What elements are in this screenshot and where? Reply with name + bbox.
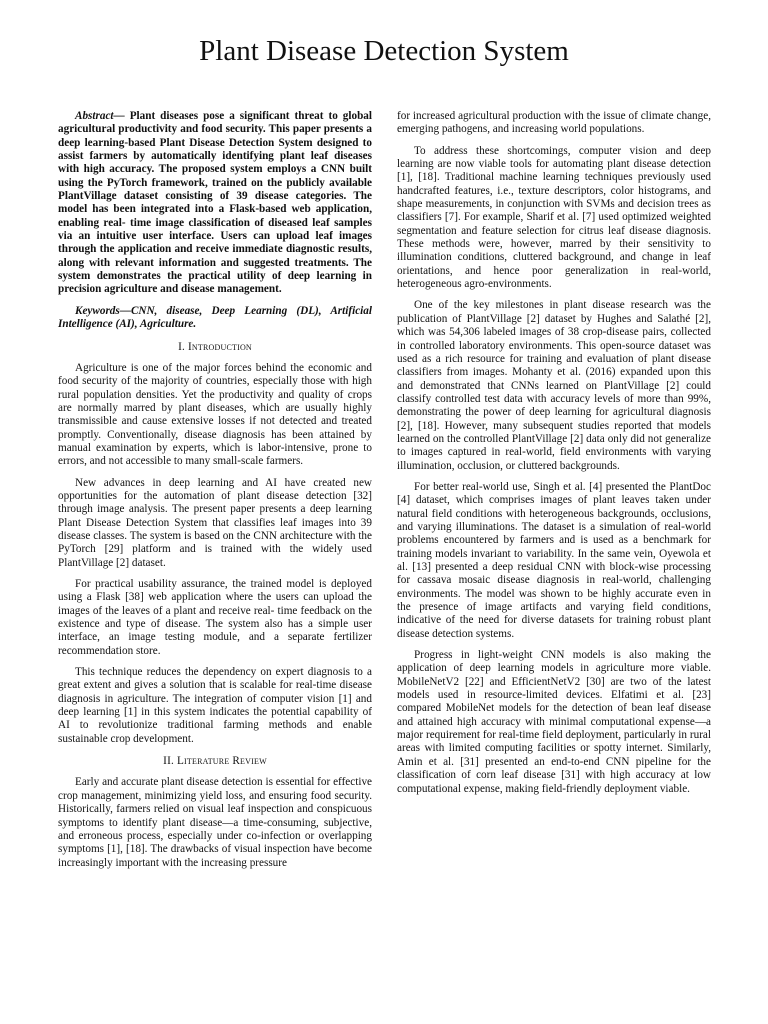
abstract [58, 110, 372, 297]
section-heading-introduction: I. Introduction [178, 340, 252, 353]
literature-paragraph: Progress in light-weight CNN models is also making the application of deep learning models in agriculture more viable. MobileNetV2 [22] and EfficientNetV2 [30] are two of the latest models used in resource-limited devices. Elfatimi et al. [23] compared MobileNet models for the detection of bean leaf disease and attained high accuracy with minimal computational expense—a major requirement for real-time field deployment, particularly in rural areas with limited computing facilities or spotty internet. Similarly, Amin et al. [31] presented an end-to-end CNN pipeline for the classification of corn leaf disease [31] with high accuracy at low computational expense, making field-friendly deployment viable. [397, 649, 711, 795]
keywords-body: CNN, disease, Deep Learning (DL), Artificial Intelligence (AI), Agriculture. [58, 304, 372, 331]
literature-paragraph: One of the key milestones in plant disease research was the publication of PlantVillage [2] dataset by Hughes and Salathé [2], which was 54,306 labeled images of 38 crop-disease pairs, collected in controlled laboratory environments. This open-source dataset was used as a rich resource for training and evaluation of plant disease classifiers from images. Mohanty et al. (2016) expanded upon this and demonstrated that CNNs learned on PlantVillage [2] could classify controlled test data with accuracy levels of more than 99%, demonstrating the power of deep learning for agricultural diagnosis [2], [18]. However, many subsequent studies reported that models learned on the controlled PlantVillage [2] data only did not generalize to images captured in real-world, field environments with varying illumination, occlusion, or cluttered backgrounds. [397, 299, 711, 472]
paper-title: Plant Disease Detection System [199, 35, 569, 67]
literature-paragraph: Early and accurate plant disease detection is essential for effective crop management, minimizing yield loss, and ensuring food security. Historically, farmers relied on visual leaf inspection and conspicuous symptoms to identify plant disease—a time-consuming, subjective, and erroneous process, especially under co-infection or overlapping symptoms [1], [18]. The drawbacks of visual inspection have become increasingly important with the increasing pressure [58, 776, 372, 869]
intro-paragraph: For practical usability assurance, the trained model is deployed using a Flask [38] web application where the users can upload the images of the leaves of a plant and receive real- time feedback on the existence and type of disease. The system also has a simple user interface, an image testing module, and a separate fertilizer recommendation store. [58, 578, 372, 657]
literature-paragraph: To address these shortcomings, computer vision and deep learning are now viable tools for automating plant disease detection [1], [18]. Traditional machine learning techniques previously used handcrafted features, i.e., texture descriptors, color histograms, and shape measurements, in conjunction with SVMs and decision trees as classifiers [7]. For example, Sharif et al. [7] used optimized weighted segmentation and feature selection for citrus leaf disease diagnosis. These methods were, however, marred by their sensitivity to illumination conditions, cluttered background, and change in leaf orientations, and hence poor generalization in real-world, heterogeneous agro-environments. [397, 144, 711, 291]
literature-continuation: for increased agricultural production with the issue of climate change, emerging pathogens, and increasing world populations. [397, 110, 711, 136]
abstract-lead: Abstract— [75, 110, 125, 122]
keywords [58, 305, 372, 332]
literature-paragraph: For better real-world use, Singh et al. [4] presented the PlantDoc [4] dataset, which comprises images of plant leaves taken under natural field conditions with heterogeneous backgrounds, occlusions, and varying illuminations. The dataset is a simulation of real-world problems encountered by farmers and is used as a benchmark for training models invariant to variability. In the same vein, Oyewola et al. [13] presented a deep residual CNN with block-wise processing for cassava mosaic disease diagnosis in real-world, challenging environments. The model was shown to be highly accurate even in the presence of image artifacts and varying field conditions, indicative of the need for diverse datasets for training robust plant disease detection systems. [397, 480, 711, 640]
intro-paragraph: This technique reduces the dependency on expert diagnosis to a great extent and gives a solution that is scalable for real-time disease diagnosis in agriculture. The integration of computer vision [1] and deep learning [1] in this system indicates the potential capability of AI to revolutionize traditional farming methods and enable sustainable crop development. [58, 666, 372, 745]
left-column [58, 110, 372, 878]
intro-paragraph: Agriculture is one of the major forces behind the economic and food security of the majority of countries, especially those with high rural population densities. Yet the productivity and quality of crops are normally marred by plant diseases, which are usually highly transmissible and cause extensive losses if not detected and treated promptly. Conventionally, disease diagnosis has been attained by manual examination by experts, which is labor-intensive, prone to errors, and not accessible to many small-scale farmers. [58, 361, 372, 468]
intro-paragraph: New advances in deep learning and AI have created new opportunities for the automation of plant disease detection [32] through image analysis. The present paper presents a deep learning Plant Disease Detection System that classifies leaf images into 39 disease classes. The system is based on the CNN architecture with the PyTorch [29] platform and is trained with the widely used PlantVillage [2] dataset. [58, 476, 372, 569]
abstract-body: Plant diseases pose a significant threat to global agricultural productivity and food security. This paper presents a deep learning-based Plant Disease Detection System designed to assist farmers by automatically identifying plant leaf diseases with high accuracy. The proposed system employs a CNN built using the PyTorch framework, trained on the publicly available PlantVillage dataset consisting of 39 disease categories. The model has been integrated into a Flask-based web application, enabling real- time image classification of diseased leaf samples via an intuitive user interface. Users can upload leaf images through the application and receive immediate diagnostic results, along with relevant information and suggested treatments. The system demonstrates the practical utility of deep learning in precision agriculture and disease management. [58, 110, 372, 296]
keywords-lead: Keywords— [75, 304, 131, 317]
right-column [397, 110, 711, 804]
section-heading-literature-review: II. Literature Review [163, 755, 267, 768]
